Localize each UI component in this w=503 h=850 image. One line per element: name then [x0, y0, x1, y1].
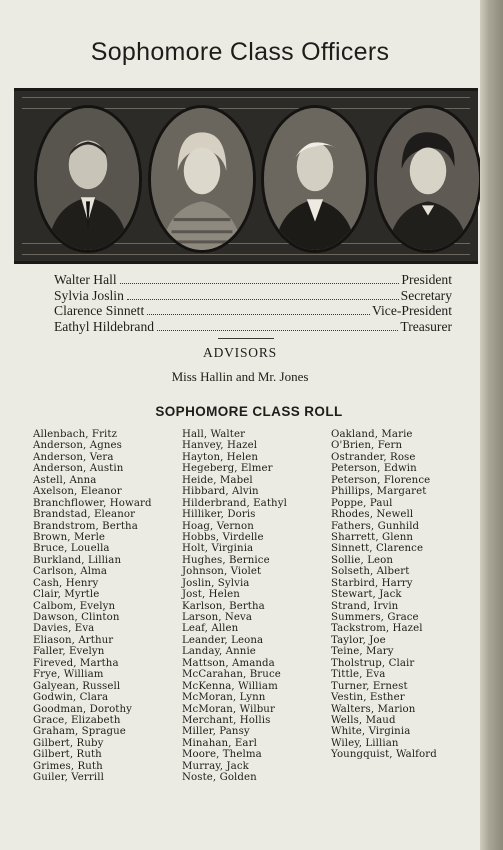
dot-leader: [147, 313, 370, 315]
roll-name: Sinnett, Clarence: [331, 543, 424, 555]
roll-name: Solseth, Albert: [331, 566, 410, 578]
roll-name: Cash, Henry: [33, 577, 99, 589]
roll-name: Wells, Maud: [331, 714, 396, 726]
roll-name: Strand, Irvin: [331, 600, 399, 612]
officer-name: Eathyl Hildebrand: [54, 318, 155, 334]
roll-name: Taylor, Joe: [331, 634, 386, 646]
roll-name: Phillips, Margaret: [331, 486, 427, 498]
roll-name: Godwin, Clara: [33, 692, 109, 704]
roll-name: Gilbert, Ruth: [33, 749, 102, 761]
officer-title: Treasurer: [400, 318, 452, 334]
roll-name: Anderson, Agnes: [33, 440, 122, 452]
roll-name: Allenbach, Fritz: [33, 429, 118, 440]
roll-name: Graham, Sprague: [33, 726, 126, 738]
roll-name: O'Brien, Fern: [331, 440, 403, 452]
roll-name: Eliason, Arthur: [33, 634, 114, 646]
roll-name: Summers, Grace: [331, 612, 419, 623]
roll-name: Goodman, Dorothy: [33, 703, 133, 715]
dot-leader: [157, 329, 398, 331]
dot-leader: [120, 282, 400, 284]
roll-column-3: [331, 429, 437, 761]
roll-column-1: [33, 429, 152, 784]
officer-title: Secretary: [400, 287, 452, 303]
roll-name: Gilbert, Ruby: [33, 737, 104, 749]
portrait-photo-3: [261, 105, 369, 253]
officer-row: [54, 319, 452, 335]
roll-name: Dawson, Clinton: [33, 612, 120, 623]
roll-name: Johnson, Violet: [182, 566, 262, 578]
roll-name: Teine, Mary: [331, 646, 394, 658]
roll-name: Fireved, Martha: [33, 657, 119, 669]
officer-title: President: [401, 272, 452, 287]
officer-row: [54, 303, 452, 319]
roll-name: McMoran, Wilbur: [182, 703, 275, 715]
roll-name: Holt, Virginia: [182, 543, 254, 555]
class-roll-heading: SOPHOMORE CLASS ROLL: [155, 404, 343, 419]
page-title: Sophomore Class Officers: [90, 38, 390, 66]
dot-leader: [127, 298, 399, 300]
roll-name: Hobbs, Virdelle: [182, 531, 264, 543]
roll-name: Grace, Elizabeth: [33, 714, 121, 726]
roll-name: Bruce, Louella: [33, 543, 110, 555]
roll-name: Hayton, Helen: [182, 451, 259, 463]
roll-name: Frye, William: [33, 669, 104, 681]
roll-name: Tackstrom, Hazel: [331, 623, 423, 635]
roll-name: Davies, Eva: [33, 623, 95, 635]
divider: [218, 338, 274, 339]
roll-name: Leander, Leona: [182, 634, 264, 646]
roll-name: Merchant, Hollis: [182, 714, 271, 726]
roll-name: Leaf, Allen: [182, 623, 239, 635]
officer-row: [54, 288, 452, 304]
roll-name: Noste, Golden: [182, 772, 257, 784]
roll-name: Minahan, Earl: [182, 737, 257, 749]
roll-name: Tittle, Eva: [331, 669, 386, 681]
roll-name: Oakland, Marie: [331, 429, 413, 440]
roll-name: Sollie, Leon: [331, 554, 394, 566]
roll-name: Miller, Pansy: [182, 726, 250, 738]
roll-name: Mattson, Amanda: [182, 657, 275, 669]
roll-name: Galyean, Russell: [33, 680, 121, 692]
roll-name: McKenna, William: [182, 680, 278, 692]
roll-name: White, Virginia: [331, 726, 411, 738]
roll-name: Calbom, Evelyn: [33, 600, 116, 612]
roll-name: Fathers, Gunhild: [331, 520, 420, 532]
roll-name: Guiler, Verrill: [33, 772, 104, 784]
officer-name: Sylvia Joslin: [54, 287, 124, 303]
advisors-heading: ADVISORS: [203, 345, 277, 360]
roll-name: Youngquist, Walford: [331, 749, 437, 761]
roll-name: Peterson, Edwin: [331, 463, 417, 475]
roll-name: Tholstrup, Clair: [331, 657, 415, 669]
officer-list: [54, 272, 452, 334]
roll-column-2: [182, 429, 287, 784]
roll-name: Axelson, Eleanor: [33, 486, 122, 498]
roll-name: McCarahan, Bruce: [182, 669, 281, 681]
roll-name: Larson, Neva: [182, 612, 253, 623]
roll-name: Starbird, Harry: [331, 577, 413, 589]
officer-photo-band: [14, 88, 478, 264]
roll-name: Brandstrom, Bertha: [33, 520, 138, 532]
roll-name: Brown, Merle: [33, 531, 106, 543]
roll-name: Faller, Evelyn: [33, 646, 105, 658]
roll-name: Brandstad, Eleanor: [33, 509, 136, 521]
roll-name: Branchflower, Howard: [33, 497, 152, 509]
roll-name: Landay, Annie: [182, 646, 256, 658]
roll-name: Hanvey, Hazel: [182, 440, 258, 452]
roll-name: Moore, Thelma: [182, 749, 262, 761]
roll-name: Anderson, Austin: [33, 463, 124, 475]
advisors-text: Miss Hallin and Mr. Jones: [171, 369, 309, 384]
portrait-photo-4: [374, 105, 482, 253]
roll-name: Hilliker, Doris: [182, 509, 256, 521]
roll-name: Heide, Mabel: [182, 474, 253, 486]
roll-name: Sharrett, Glenn: [331, 531, 414, 543]
roll-name: Joslin, Sylvia: [182, 577, 250, 589]
roll-name: Astell, Anna: [33, 474, 97, 486]
officer-name: Clarence Sinnett: [54, 303, 145, 318]
roll-name: Karlson, Bertha: [182, 600, 265, 612]
roll-name: Poppe, Paul: [331, 497, 393, 509]
roll-name: Stewart, Jack: [331, 589, 402, 601]
roll-name: Ostrander, Rose: [331, 451, 416, 463]
roll-name: Rhodes, Newell: [331, 509, 414, 521]
roll-name: Wiley, Lillian: [331, 737, 399, 749]
roll-name: Walters, Marion: [331, 703, 416, 715]
roll-name: Jost, Helen: [182, 589, 240, 601]
roll-name: McMoran, Lynn: [182, 692, 266, 704]
officer-row: [54, 272, 452, 288]
officer-name: Walter Hall: [54, 272, 117, 287]
officer-title: Vice-President: [372, 303, 452, 318]
roll-name: Turner, Ernest: [331, 680, 408, 692]
roll-name: Grimes, Ruth: [33, 760, 103, 772]
roll-name: Peterson, Florence: [331, 474, 431, 486]
roll-name: Murray, Jack: [182, 760, 249, 772]
portrait-photo-2: [148, 105, 256, 253]
roll-name: Clair, Myrtle: [33, 589, 100, 601]
roll-name: Anderson, Vera: [33, 451, 114, 463]
roll-name: Burkland, Lillian: [33, 554, 122, 566]
roll-name: Vestin, Esther: [331, 692, 405, 704]
roll-name: Hall, Walter: [182, 429, 246, 440]
roll-name: Hughes, Bernice: [182, 554, 270, 566]
roll-name: Carlson, Alma: [33, 566, 108, 578]
book-gutter: [480, 0, 503, 850]
portrait-photo-1: [34, 105, 142, 253]
roll-name: Hoag, Vernon: [182, 520, 254, 532]
roll-name: Hibbard, Alvin: [182, 486, 259, 498]
roll-name: Hegeberg, Elmer: [182, 463, 273, 475]
roll-name: Hilderbrand, Eathyl: [182, 497, 287, 509]
